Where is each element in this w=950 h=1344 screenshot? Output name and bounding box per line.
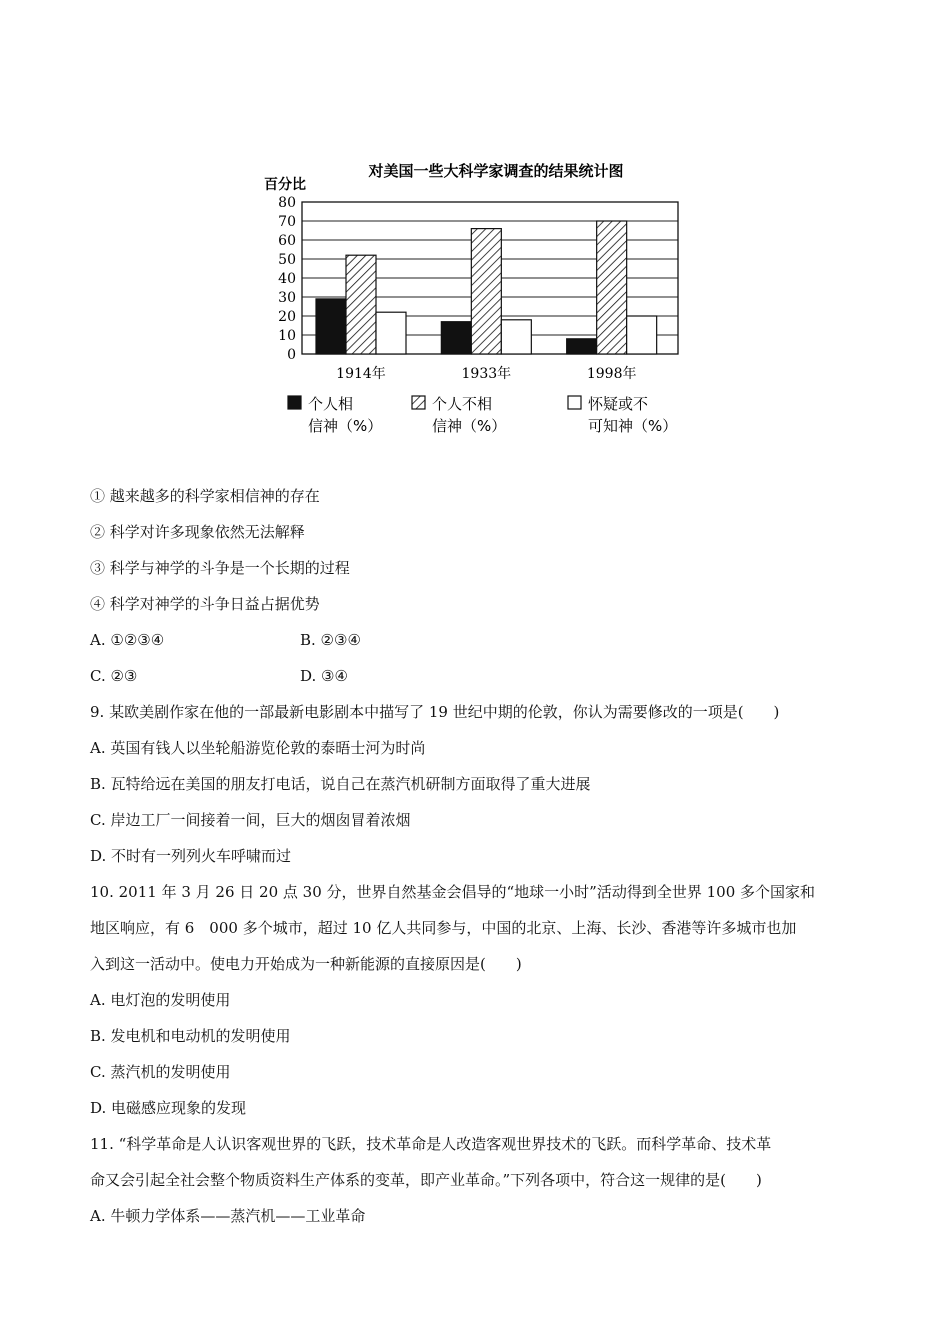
bar	[346, 255, 376, 354]
q10-option-a[interactable]: A. 电灯泡的发明使用	[90, 991, 231, 1009]
question-text	[90, 478, 870, 1234]
q10-stem-line-3: 入到这一活动中。使电力开始成为一种新能源的直接原因是( )	[90, 955, 522, 973]
bar	[627, 316, 657, 354]
y-tick-label: 0	[287, 347, 296, 363]
bar	[501, 320, 531, 354]
q9-option-c[interactable]: C. 岸边工厂一间接着一间，巨大的烟囱冒着浓烟	[90, 811, 411, 829]
chart-title: 对美国一些大科学家调查的结果统计图	[368, 162, 624, 180]
y-tick-label: 30	[278, 290, 296, 306]
q9-option-d[interactable]: D. 不时有一列列火车呼啸而过	[90, 847, 292, 865]
y-tick-label: 70	[278, 214, 296, 230]
q9-option-b[interactable]: B. 瓦特给远在美国的朋友打电话，说自己在蒸汽机研制方面取得了重大进展	[90, 775, 591, 793]
y-axis-label: 百分比	[264, 177, 306, 193]
survey-bar-chart	[250, 150, 700, 450]
chart-svg	[250, 150, 700, 450]
y-tick-label: 50	[278, 252, 296, 268]
q9-option-a[interactable]: A. 英国有钱人以坐轮船游览伦敦的泰晤士河为时尚	[90, 739, 426, 757]
bar	[471, 229, 501, 354]
legend-swatch	[412, 396, 425, 409]
q8-options-row-2	[90, 658, 870, 694]
bar	[597, 221, 627, 354]
legend-swatch	[568, 396, 581, 409]
y-tick-label: 80	[278, 195, 296, 211]
legend-label: 可知神（%）	[588, 417, 678, 435]
bar	[376, 312, 406, 354]
q8-option-a[interactable]: A. ①②③④	[90, 631, 165, 649]
y-tick-label: 10	[278, 328, 296, 344]
y-tick-label: 40	[278, 271, 296, 287]
statement-2: ② 科学对许多现象依然无法解释	[90, 523, 305, 541]
q10-option-b[interactable]: B. 发电机和电动机的发明使用	[90, 1027, 291, 1045]
q10-option-c[interactable]: C. 蒸汽机的发明使用	[90, 1063, 231, 1081]
q8-options-row-1	[90, 622, 870, 658]
q8-option-b[interactable]: B. ②③④	[300, 631, 361, 649]
bar	[441, 322, 471, 354]
bar	[567, 339, 597, 354]
q9-stem: 9. 某欧美剧作家在他的一部最新电影剧本中描写了 19 世纪中期的伦敦，你认为需要修改的一项是( )	[90, 703, 780, 721]
x-tick-label: 1933年	[461, 366, 512, 382]
q8-option-c[interactable]: C. ②③	[90, 667, 138, 685]
statement-1: ① 越来越多的科学家相信神的存在	[90, 487, 320, 505]
x-tick-label: 1998年	[586, 366, 637, 382]
q11-stem-line-1: 11. “科学革命是人认识客观世界的飞跃，技术革命是人改造客观世界技术的飞跃。而科学革命、技术革	[90, 1135, 772, 1153]
x-tick-label: 1914年	[336, 366, 386, 382]
q8-option-d[interactable]: D. ③④	[300, 667, 348, 685]
legend-label: 信神（%）	[308, 417, 383, 435]
bar	[316, 299, 346, 354]
legend-label: 个人相	[308, 395, 354, 413]
statement-3: ③ 科学与神学的斗争是一个长期的过程	[90, 559, 350, 577]
legend-swatch	[288, 396, 301, 409]
q10-option-d[interactable]: D. 电磁感应现象的发现	[90, 1099, 247, 1117]
legend-label: 怀疑或不	[588, 395, 649, 413]
statement-4: ④ 科学对神学的斗争日益占据优势	[90, 595, 320, 613]
y-tick-label: 60	[278, 233, 296, 249]
q10-stem-line-2: 地区响应，有 6 000 多个城市，超过 10 亿人共同参与，中国的北京、上海、长沙、香港等许多城市也加	[90, 919, 797, 937]
y-tick-label: 20	[278, 309, 296, 325]
legend-label: 个人不相	[432, 395, 493, 413]
q10-stem-line-1: 10. 2011 年 3 月 26 日 20 点 30 分，世界自然基金会倡导的“地球一小时”活动得到全世界 100 多个国家和	[90, 883, 816, 901]
q11-option-a[interactable]: A. 牛顿力学体系——蒸汽机——工业革命	[90, 1207, 366, 1225]
legend-label: 信神（%）	[432, 417, 507, 435]
q11-stem-line-2: 命又会引起全社会整个物质资料生产体系的变革，即产业革命。”下列各项中，符合这一规律的是( )	[90, 1171, 762, 1189]
